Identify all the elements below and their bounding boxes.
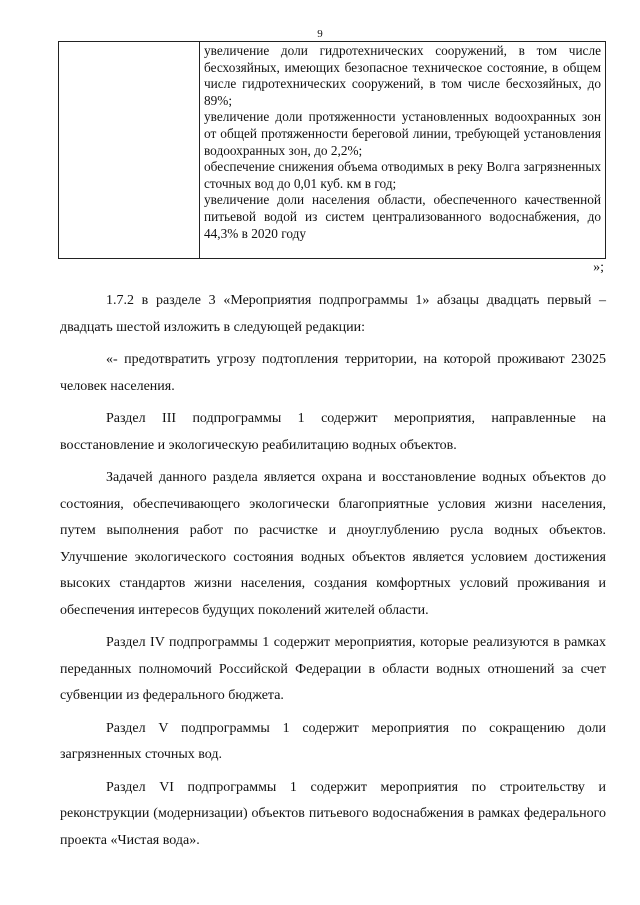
quote-closing-mark: »;: [593, 260, 604, 275]
table-item-3: обеспечение снижения объема отводимых в реку Волга загрязненных сточных вод до 0,01 куб. км в год;: [204, 159, 601, 191]
paragraph-amendment: 1.7.2 в разделе 3 «Мероприятия подпрограммы 1» абзацы двадцать первый – двадцать шестой изложить в следующей редакции:: [60, 293, 606, 335]
table-item-2: увеличение доли протяженности установленных водоохранных зон от общей протяженности береговой линии, требующей установления водоохранных зон, до 2,2%;: [204, 109, 601, 158]
paragraph-section-4: Раздел IV подпрограммы 1 содержит мероприятия, которые реализуются в рамках переданных полномочий Российской Федерации в области водных отношений за счет субвенции из федерального бюджета.: [60, 635, 606, 703]
indicators-table: [58, 41, 606, 259]
paragraph-section-6: Раздел VI подпрограммы 1 содержит мероприятия по строительству и реконструкции (модернизации) объектов питьевого водоснабжения в рамках федерального проекта «Чистая вода».: [60, 779, 606, 848]
table-left-cell: [59, 42, 200, 258]
page-number: 9: [317, 28, 323, 40]
body-text: [60, 288, 606, 860]
paragraph-flood-threat: «- предотвратить угрозу подтопления территории, на которой проживают 23025 человек населения.: [60, 352, 606, 394]
table-item-4: увеличение доли населения области, обеспеченного качественной питьевой водой из систем централизованного водоснабжения, до 44,3% в 2020 году: [204, 192, 601, 241]
table-item-1: увеличение доли гидротехнических сооружений, в том числе бесхозяйных, имеющих безопасное техническое состояние, в общем числе гидротехнических сооружений, в том числе бесхозяйных, до 89%;: [204, 43, 601, 108]
table-right-cell: [200, 42, 605, 258]
paragraph-section-3: Раздел III подпрограммы 1 содержит мероприятия, направленные на восстановление и экологическую реабилитацию водных объектов.: [60, 411, 606, 453]
paragraph-section-task: Задачей данного раздела является охрана и восстановление водных объектов до состояния, обеспечивающего экологически благоприятные условия жизни населения, путем выполнения работ по расчистке и дноуглублению русла водных объектов. Улучшение экологического состояния водных объектов является условием достижения высоких стандартов жизни населения, создания комфортных условий проживания и обеспечения интересов будущих поколений жителей области.: [60, 470, 606, 618]
paragraph-section-5: Раздел V подпрограммы 1 содержит мероприятия по сокращению доли загрязненных сточных вод.: [60, 720, 606, 762]
